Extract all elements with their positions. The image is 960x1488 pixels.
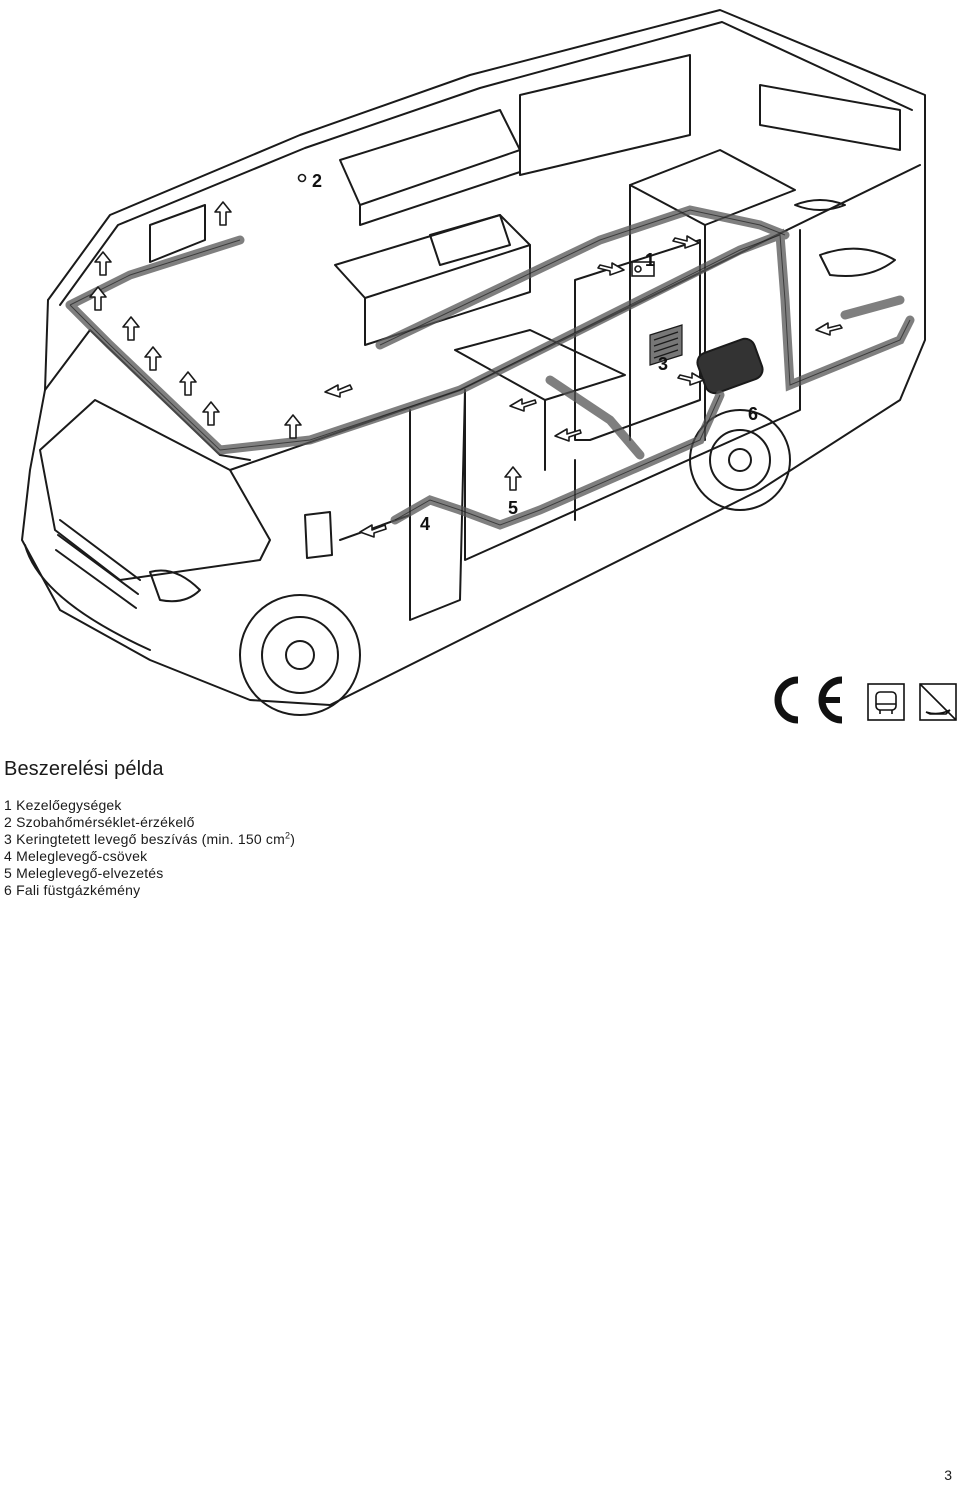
callout-1: 1 xyxy=(645,250,656,270)
callout-6: 6 xyxy=(748,404,759,424)
air-arrow xyxy=(203,402,219,425)
legend-list xyxy=(4,797,295,899)
callout-4: 4 xyxy=(420,514,431,534)
legend-item: 5 Meleglevegő-elvezetés xyxy=(4,865,164,881)
legend-item: 3 Keringtetett levegő beszívás (min. 150 $cm^2$) xyxy=(4,830,296,847)
air-arrow xyxy=(145,347,161,370)
certification-marks xyxy=(770,676,960,726)
front-wheel xyxy=(240,595,360,715)
callout-3: 3 xyxy=(658,354,669,374)
legend-item: 6 Fali füstgázkémény xyxy=(4,882,141,898)
duct-bath xyxy=(845,300,900,315)
legend-item: 2 Szobahőmérséklet-érzékelő xyxy=(4,814,195,830)
air-arrow xyxy=(510,399,536,411)
ce-mark xyxy=(778,680,842,720)
room-temperature-sensor xyxy=(299,175,306,182)
caption-title: Beszerelési példa xyxy=(4,758,164,780)
legend-item: 1 Kezelőegységek xyxy=(4,797,122,813)
air-arrow xyxy=(360,525,386,537)
air-arrow xyxy=(325,385,352,397)
air-arrow xyxy=(180,372,196,395)
table xyxy=(455,330,625,400)
air-arrow xyxy=(123,317,139,340)
air-arrow xyxy=(505,467,521,490)
legend-item: 4 Meleglevegő-csövek xyxy=(4,848,148,864)
camper-installation-diagram xyxy=(0,0,960,730)
air-arrow xyxy=(285,415,301,438)
air-arrow xyxy=(95,252,111,275)
callout-5: 5 xyxy=(508,498,519,518)
duct-kitchen xyxy=(395,395,720,525)
vehicle-approval-icon xyxy=(868,684,904,720)
air-arrow xyxy=(816,323,842,335)
cab-outline xyxy=(22,115,925,705)
callout-2: 2 xyxy=(312,171,323,191)
boat-approval-icon xyxy=(920,684,956,720)
duct-table xyxy=(550,380,640,455)
windshield xyxy=(40,400,270,580)
page-number: 3 xyxy=(944,1467,952,1483)
air-arrow xyxy=(215,202,231,225)
air-arrow xyxy=(673,236,699,248)
